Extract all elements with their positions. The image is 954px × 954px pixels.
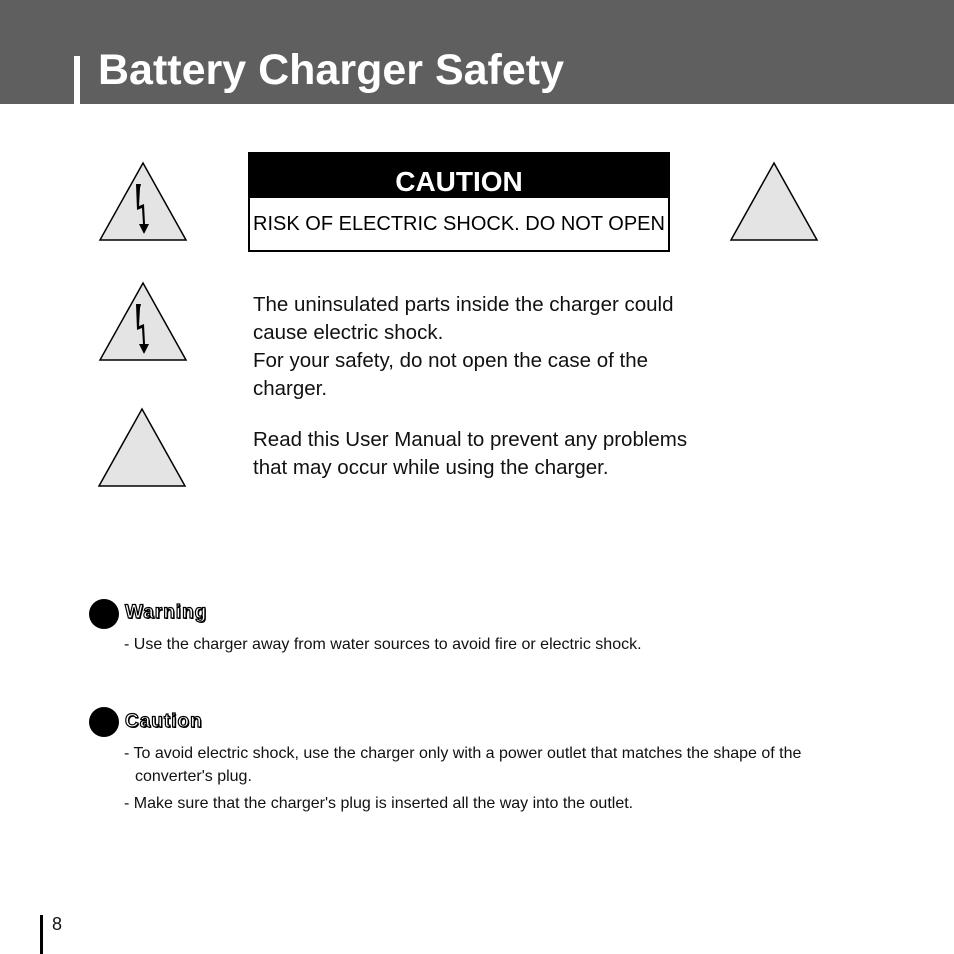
description-line: For your safety, do not open the case of the <box>253 349 649 372</box>
description-line: that may occur while using the charger. <box>253 456 609 479</box>
header-accent-bar <box>74 56 80 104</box>
caution-heading: Caution <box>125 711 203 732</box>
caution-item: - Make sure that the charger's plug is inserted all the way into the outlet. <box>124 795 634 812</box>
electric-shock-warning-icon <box>97 160 189 242</box>
caution-label-subtitle: RISK OF ELECTRIC SHOCK. DO NOT OPEN <box>253 213 665 235</box>
warning-bullet-icon <box>89 599 119 629</box>
page-number-bar <box>40 915 43 954</box>
shock-symbol-description <box>253 291 674 403</box>
description-line: The uninsulated parts inside the charger could <box>253 293 674 316</box>
caution-triangle-icon <box>728 160 820 242</box>
description-line: Read this User Manual to prevent any problems <box>253 428 688 451</box>
description-line: charger. <box>253 377 328 400</box>
caution-label <box>248 152 670 252</box>
caution-item: - To avoid electric shock, use the charger only with a power outlet that matches the shape of the <box>124 745 802 762</box>
caution-symbol-description <box>253 426 687 482</box>
description-line: cause electric shock. <box>253 321 444 344</box>
caution-bullet-icon <box>89 707 119 737</box>
warning-item: - Use the charger away from water sources to avoid fire or electric shock. <box>124 636 642 653</box>
electric-shock-warning-icon <box>97 280 189 362</box>
caution-label-title: CAUTION <box>250 154 668 198</box>
page-title: Battery Charger Safety <box>98 46 565 94</box>
page-number: 8 <box>52 914 63 934</box>
page-header <box>0 0 954 104</box>
caution-item-continuation: converter's plug. <box>135 768 252 785</box>
warning-heading: Warning <box>125 602 208 623</box>
caution-triangle-icon <box>96 406 188 488</box>
